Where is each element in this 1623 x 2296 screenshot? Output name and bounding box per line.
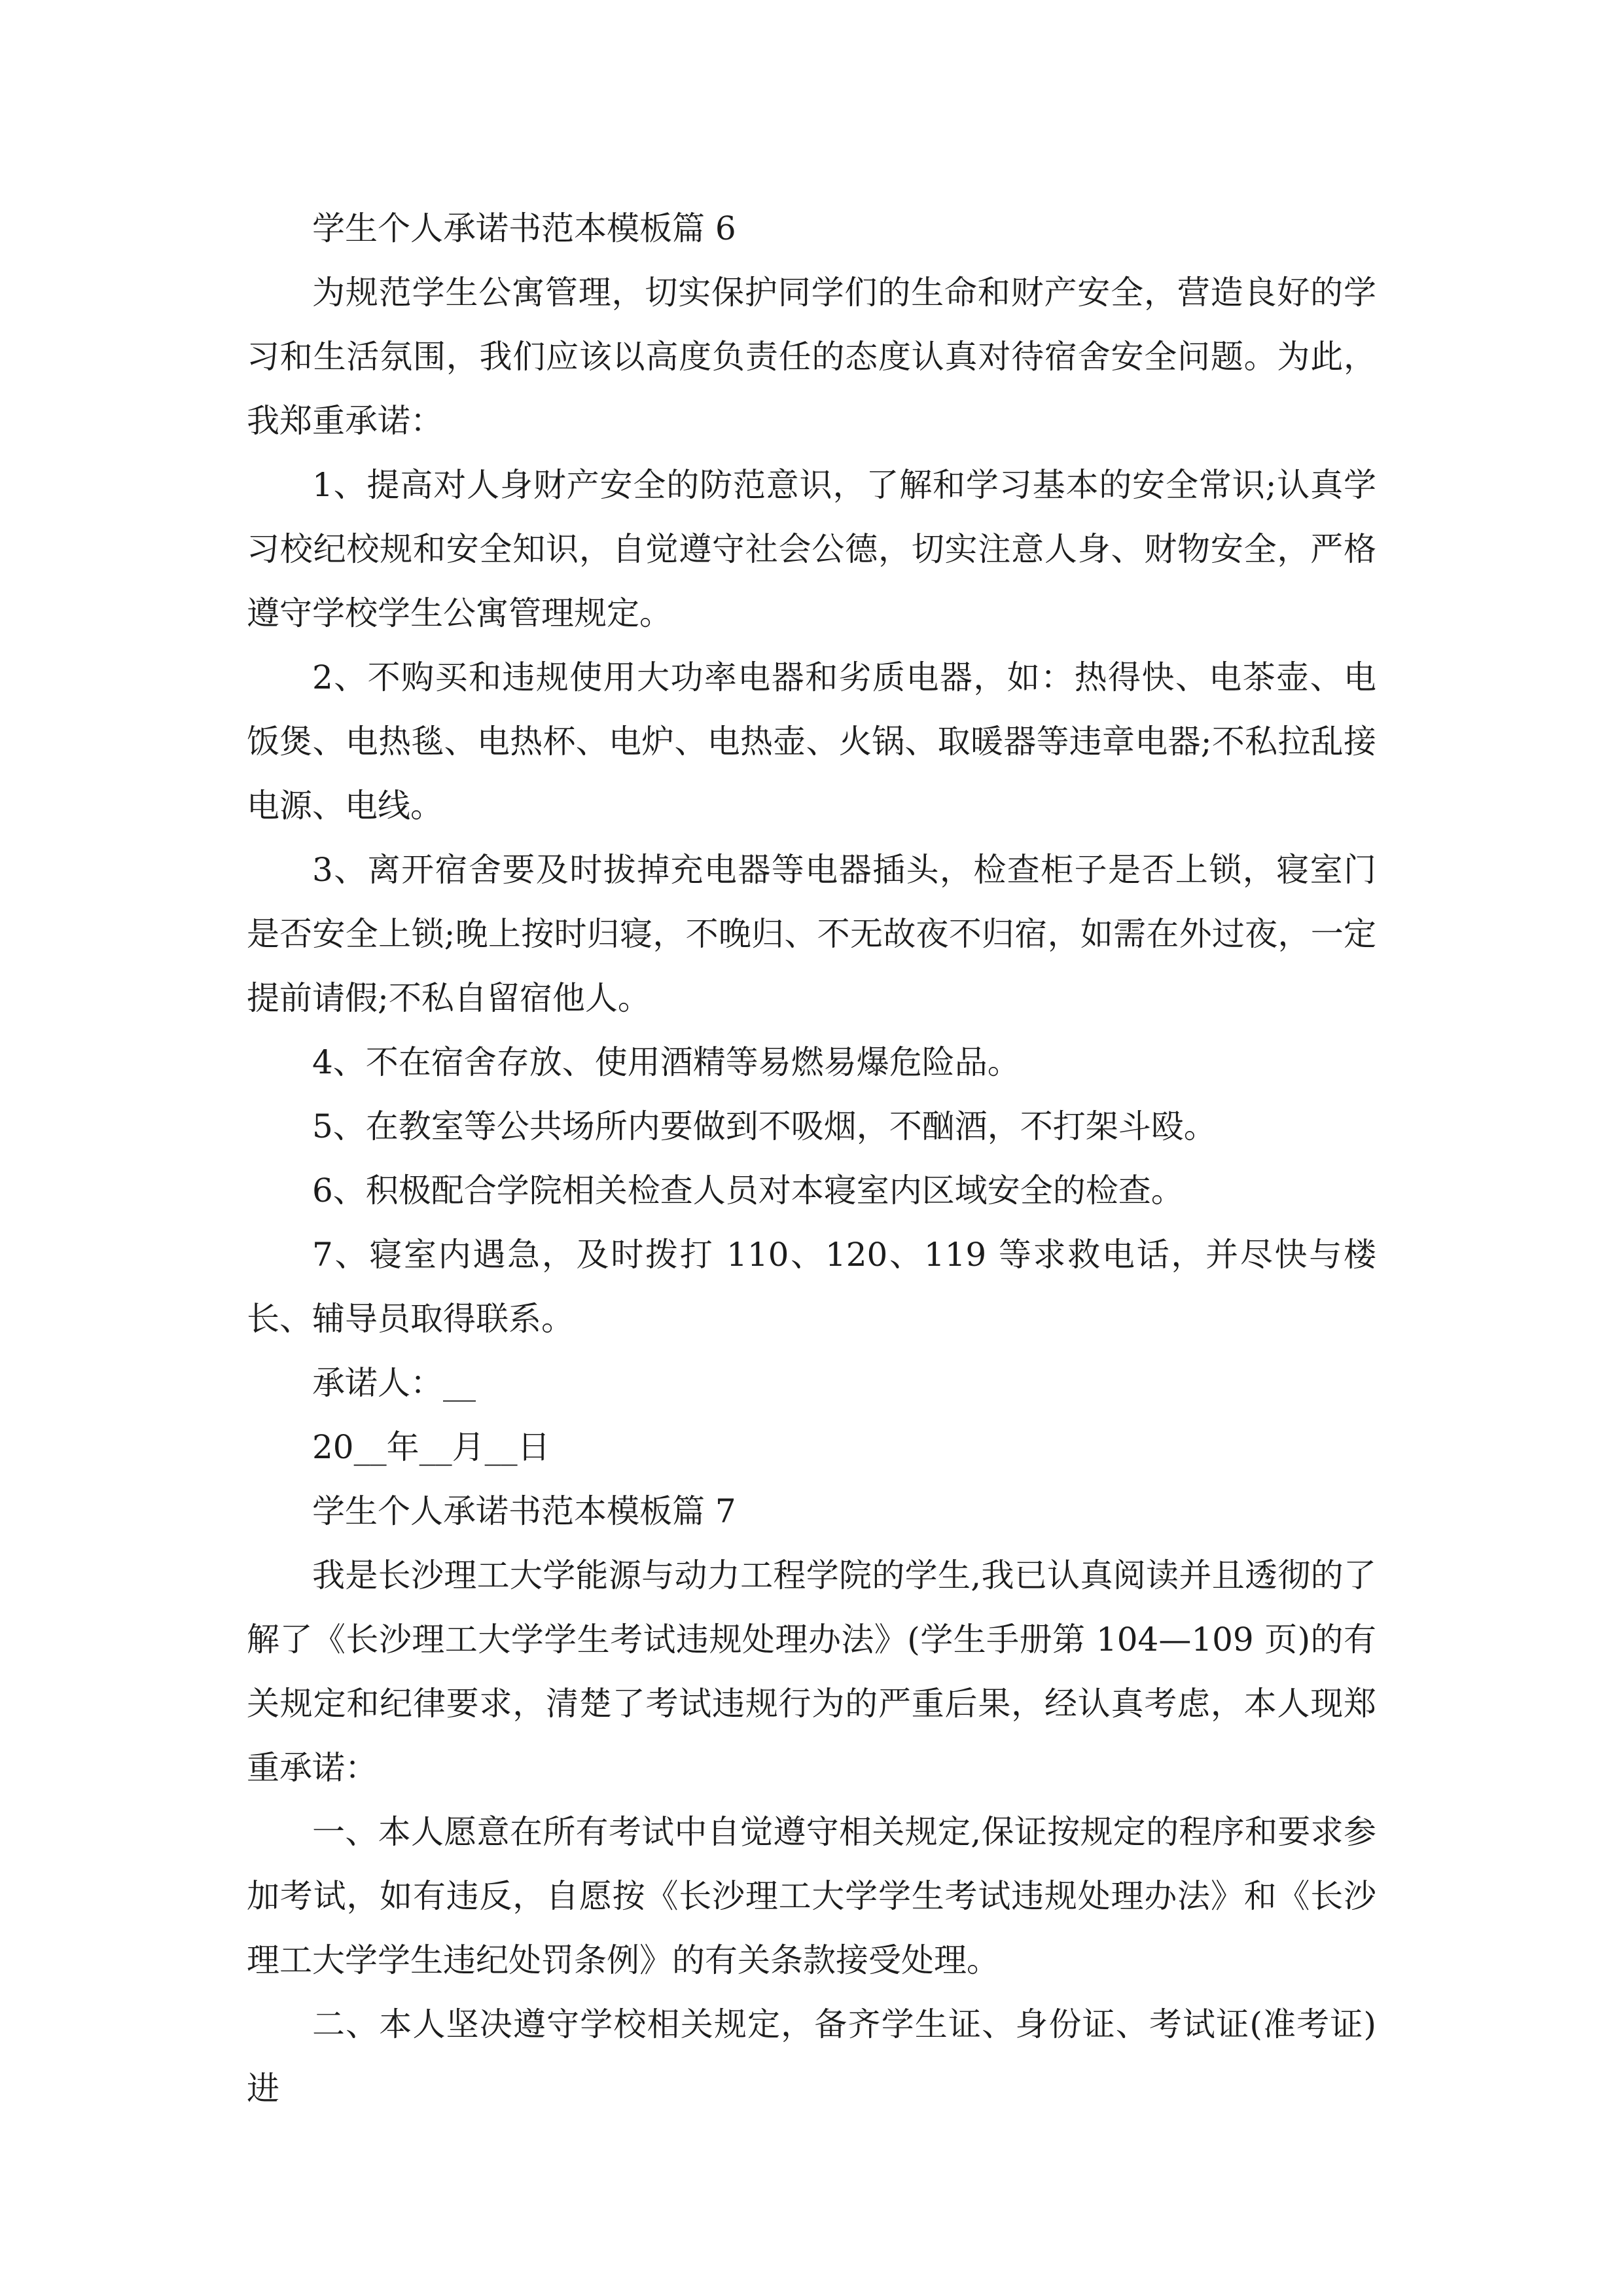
section-6-item-4: 4、不在宿舍存放、使用酒精等易燃易爆危险品。: [312, 1043, 1020, 1081]
date-line: 20__年__月__日: [312, 1428, 550, 1466]
section-6-item-6: 6、积极配合学院相关检查人员对本寝室内区域安全的检查。: [312, 1172, 1184, 1210]
section-7-item-2: 二、本人坚决遵守学校相关规定，备齐学生证、身份证、考试证(准考证)进: [247, 2005, 1376, 2108]
section-6-item-5: 5、在教室等公共场所内要做到不吸烟，不酗酒，不打架斗殴。: [312, 1107, 1217, 1145]
document-body: [247, 196, 1376, 2121]
section-7-intro: 我是长沙理工大学能源与动力工程学院的学生,我已认真阅读并且透彻的了解了《长沙理工大学学生考试违规处理办法》(学生手册第 104—109 页)的有关规定和纪律要求，清楚了考试违规行为的严重后果，经认真考虑，本人现郑重承诺：: [247, 1556, 1376, 1787]
section-6-item-1: 1、提高对人身财产安全的防范意识，了解和学习基本的安全常识;认真学习校纪校规和安全知识，自觉遵守社会公德，切实注意人身、财物安全，严格遵守学校学生公寓管理规定。: [247, 466, 1376, 632]
signer-line: 承诺人：__: [312, 1364, 476, 1402]
section-7-title: 学生个人承诺书范本模板篇 7: [312, 1492, 736, 1530]
section-6-item-2: 2、不购买和违规使用大功率电器和劣质电器，如：热得快、电茶壶、电饭煲、电热毯、电热杯、电炉、电热壶、火锅、取暖器等违章电器;不私拉乱接电源、电线。: [247, 658, 1376, 825]
section-6-item-7: 7、寝室内遇急，及时拨打 110、120、119 等求救电话，并尽快与楼长、辅导员取得联系。: [247, 1236, 1376, 1338]
section-7-item-1: 一、本人愿意在所有考试中自觉遵守相关规定,保证按规定的程序和要求参加考试，如有违反，自愿按《长沙理工大学学生考试违规处理办法》和《长沙理工大学学生违纪处罚条例》的有关条款接受处理。: [247, 1813, 1376, 1979]
section-6-item-3: 3、离开宿舍要及时拔掉充电器等电器插头，检查柜子是否上锁，寝室门是否安全上锁;晚上按时归寝，不晚归、不无故夜不归宿，如需在外过夜，一定提前请假;不私自留宿他人。: [247, 851, 1376, 1017]
section-6-intro: 为规范学生公寓管理，切实保护同学们的生命和财产安全，营造良好的学习和生活氛围，我们应该以高度负责任的态度认真对待宿舍安全问题。为此，我郑重承诺：: [247, 274, 1376, 440]
section-6-title: 学生个人承诺书范本模板篇 6: [312, 209, 736, 247]
